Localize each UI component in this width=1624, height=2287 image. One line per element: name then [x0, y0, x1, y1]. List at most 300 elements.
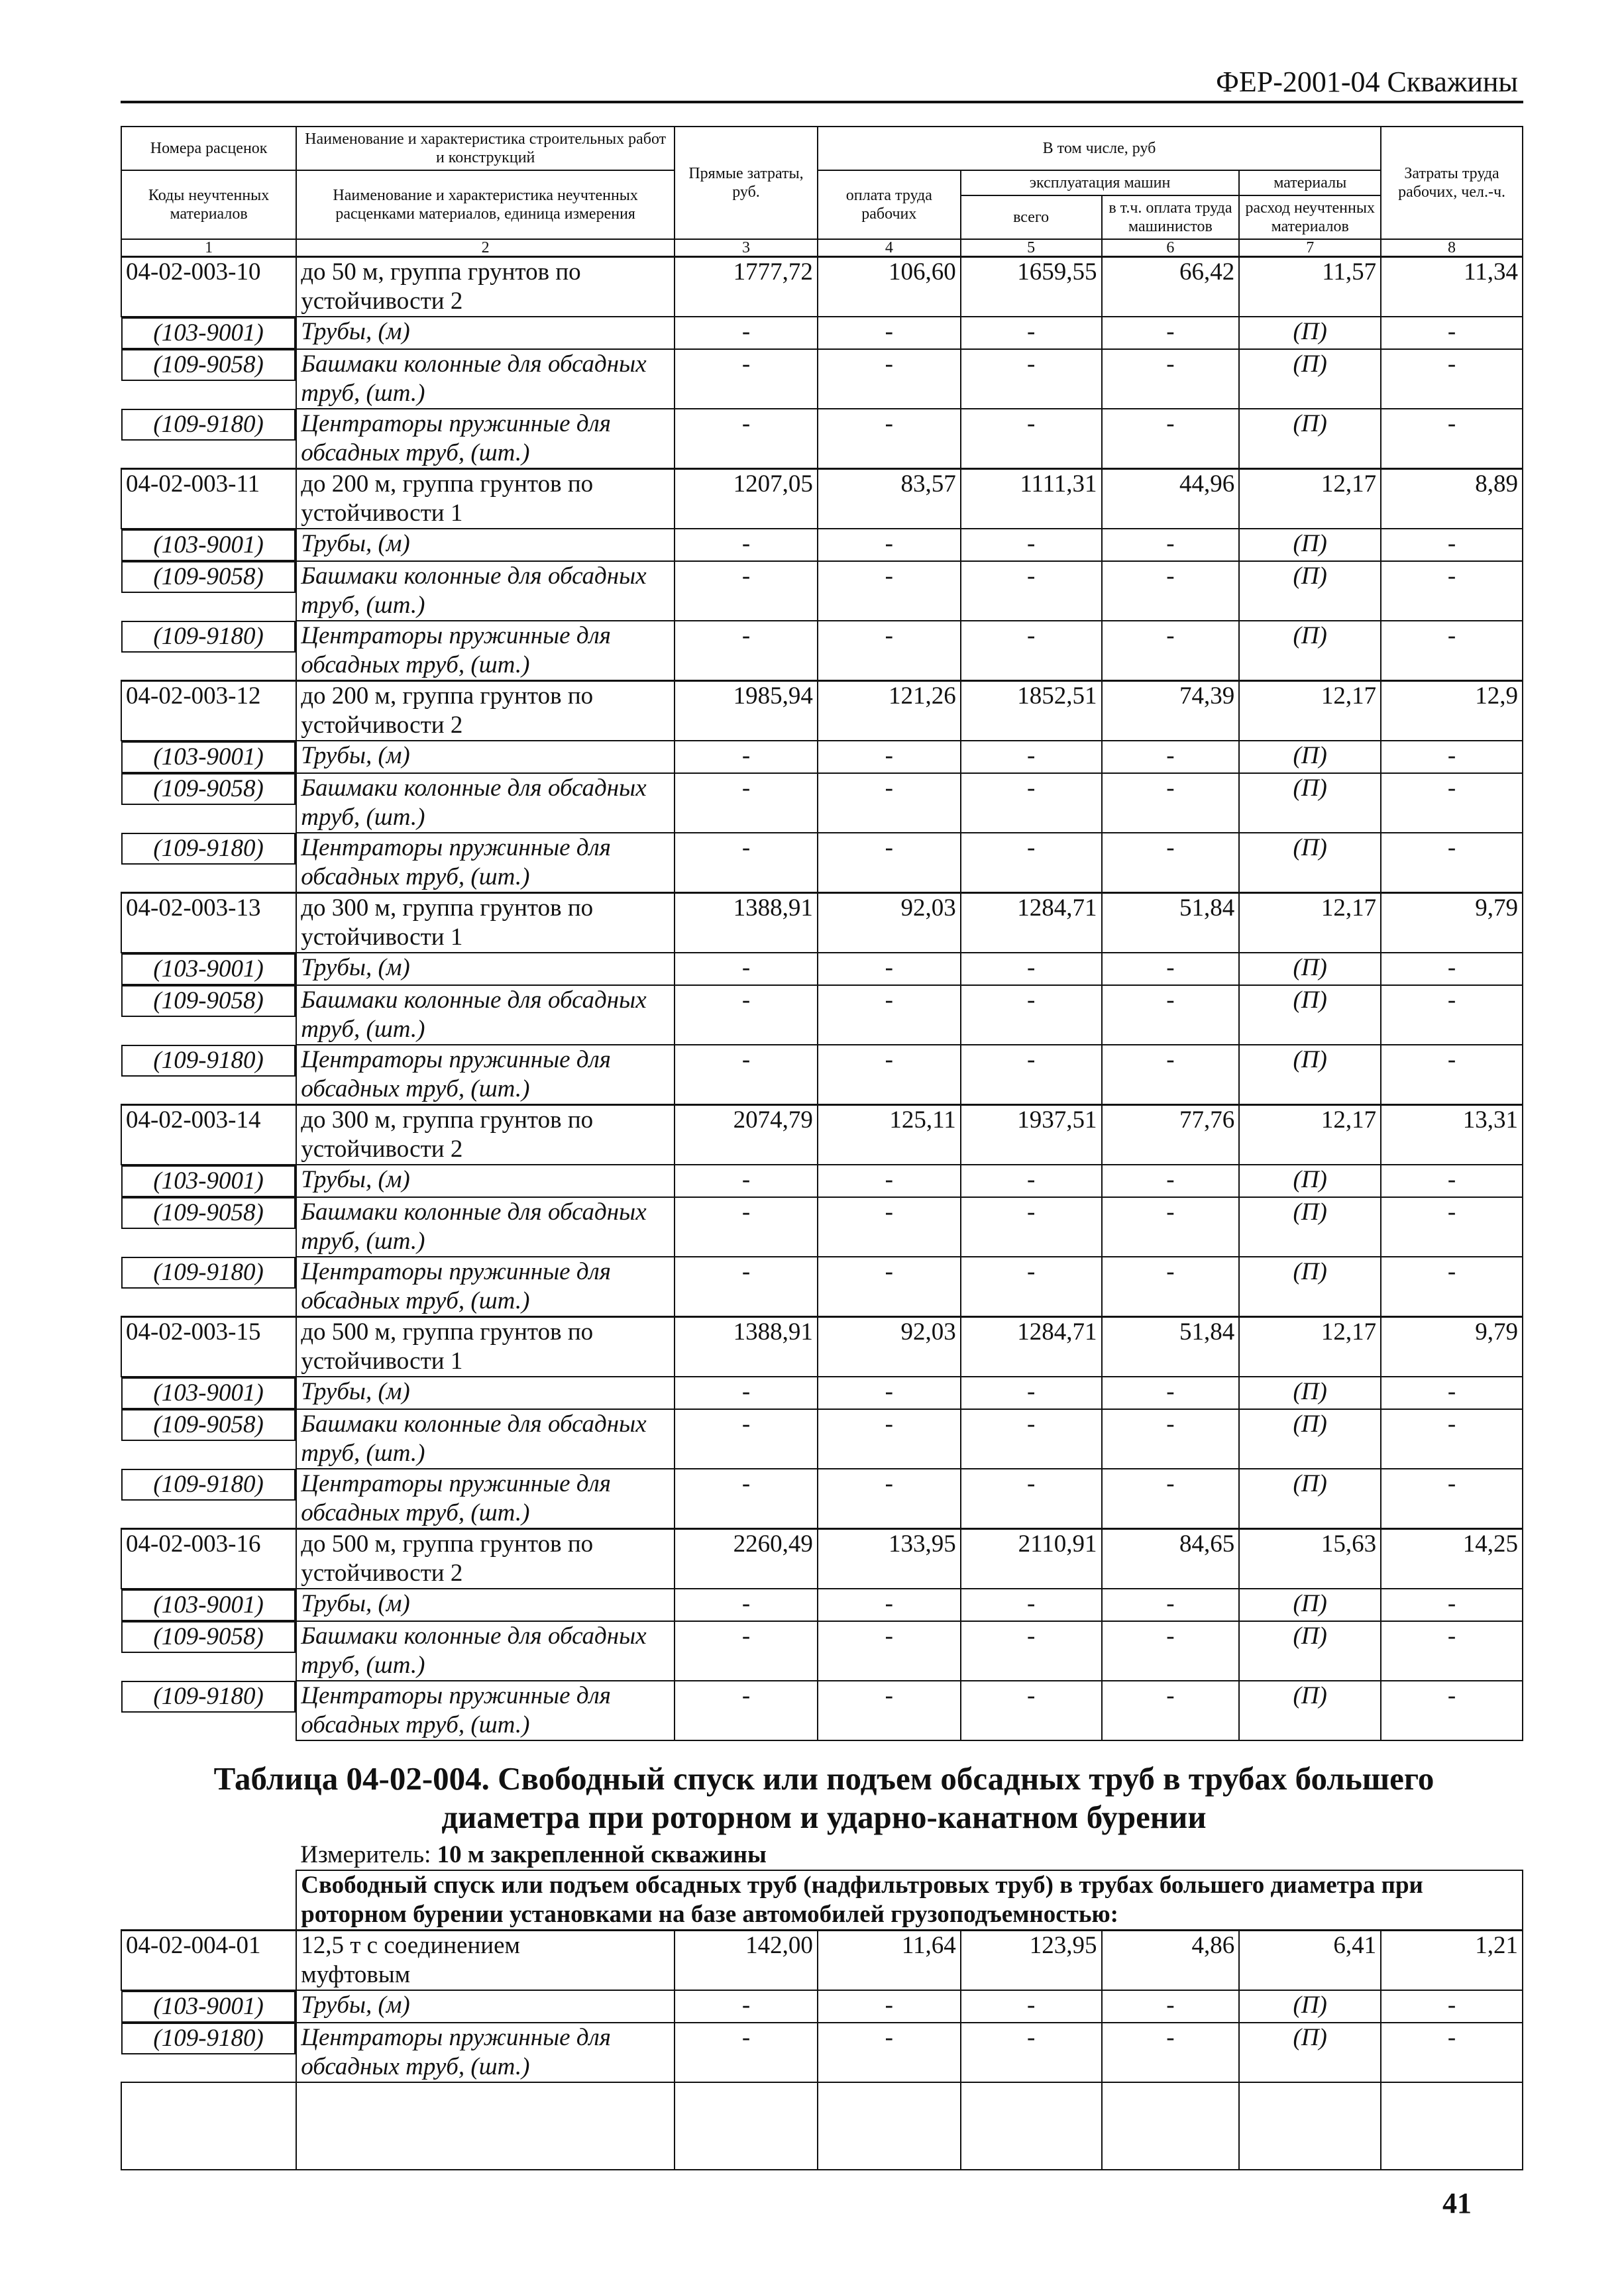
material-mark: (П): [1239, 621, 1381, 681]
empty-value: -: [1381, 317, 1523, 349]
empty-value: -: [818, 409, 961, 469]
rate-description: [296, 893, 675, 953]
value-materials: 11,57: [1239, 257, 1381, 317]
empty-value: -: [1102, 409, 1240, 469]
material-name: [296, 1621, 675, 1681]
rate-description: [296, 1105, 675, 1165]
empty-value: -: [675, 317, 818, 349]
material-row: [121, 741, 1523, 773]
empty-value: -: [1102, 1589, 1240, 1621]
value-direct: 1388,91: [675, 1317, 818, 1377]
value-direct: 1207,05: [675, 469, 818, 529]
material-code: (109-9058): [121, 349, 296, 381]
empty-value: -: [1102, 621, 1240, 681]
description-line: до 50 м, группа грунтов по: [301, 258, 581, 286]
empty-value: -: [818, 1257, 961, 1317]
material-name-line: обсадных труб, (шт.): [301, 1711, 530, 1738]
material-name-line: обсадных труб, (шт.): [301, 1499, 530, 1526]
material-row: [121, 529, 1523, 561]
material-name-line: Трубы, (м): [301, 954, 410, 981]
empty-value: -: [1102, 1257, 1240, 1317]
rate-description: [296, 1931, 675, 1991]
table-row: [121, 257, 1523, 317]
empty-value: -: [961, 1469, 1102, 1529]
material-name: [296, 1990, 675, 2023]
value-hours: 13,31: [1381, 1105, 1523, 1165]
value-machines: 1937,51: [961, 1105, 1102, 1165]
header-c2-top: Наименование и характеристика строительных работ и конструкций: [296, 127, 675, 170]
empty-value: -: [1102, 1990, 1240, 2023]
material-name-line: обсадных труб, (шт.): [301, 1287, 530, 1314]
material-code: (109-9058): [121, 985, 296, 1017]
empty-value: -: [1381, 1377, 1523, 1409]
material-row: [121, 773, 1523, 833]
value-operators: 44,96: [1102, 469, 1240, 529]
empty-value: -: [675, 2023, 818, 2082]
empty-value: -: [818, 1990, 961, 2023]
material-name-line: Башмаки колонные для обсадных: [301, 1198, 647, 1226]
empty-value: -: [675, 621, 818, 681]
material-code: (109-9058): [121, 1197, 296, 1229]
material-row: [121, 833, 1523, 893]
material-name-line: Трубы, (м): [301, 1992, 410, 2019]
value-hours: 14,25: [1381, 1529, 1523, 1589]
value-operators: 51,84: [1102, 893, 1240, 953]
material-name: [296, 2023, 675, 2082]
value-labor: 125,11: [818, 1105, 961, 1165]
rate-code: 04-02-003-12: [121, 681, 296, 741]
section-title-line1: Таблица 04-02-004. Свободный спуск или подъем обсадных труб в трубах большего: [213, 1760, 1435, 1797]
empty-value: -: [1102, 773, 1240, 833]
material-mark: (П): [1239, 317, 1381, 349]
empty-value: -: [961, 409, 1102, 469]
material-name-line: обсадных труб, (шт.): [301, 651, 530, 678]
empty-value: -: [675, 409, 818, 469]
value-labor: 92,03: [818, 893, 961, 953]
value-materials: 12,17: [1239, 681, 1381, 741]
header-materials-usage: расход неучтенных материалов: [1239, 195, 1381, 239]
empty-value: -: [818, 1589, 961, 1621]
description-line: до 500 м, группа грунтов по: [301, 1318, 594, 1346]
section-title-line2: диаметра при роторном и ударно-канатном бурении: [441, 1799, 1207, 1835]
empty-value: -: [675, 529, 818, 561]
page-header-title: ФЕР-2001-04 Скважины: [1216, 66, 1518, 98]
material-row: [121, 1681, 1523, 1740]
rate-code: 04-02-003-13: [121, 893, 296, 953]
empty-value: -: [675, 1621, 818, 1681]
material-mark: (П): [1239, 1377, 1381, 1409]
material-name-line: обсадных труб, (шт.): [301, 439, 530, 466]
material-mark: (П): [1239, 833, 1381, 893]
material-row: [121, 1377, 1523, 1409]
material-name: [296, 1165, 675, 1197]
material-row: [121, 1257, 1523, 1317]
material-name-line: Башмаки колонные для обсадных: [301, 562, 647, 590]
description-line: устойчивости 1: [301, 1348, 463, 1375]
material-code: (109-9058): [121, 1621, 296, 1653]
spacer-row: [121, 2082, 1523, 2170]
value-direct: 2074,79: [675, 1105, 818, 1165]
section-004: [121, 1740, 1523, 1931]
empty-value: -: [1381, 409, 1523, 469]
value-direct: 1985,94: [675, 681, 818, 741]
material-name-line: Трубы, (м): [301, 1590, 410, 1617]
description-line: до 500 м, группа грунтов по: [301, 1530, 594, 1558]
description-line: устойчивости 2: [301, 1560, 463, 1587]
material-code: (109-9180): [121, 2023, 296, 2054]
empty-value: -: [818, 1045, 961, 1105]
empty-value: -: [675, 1165, 818, 1197]
empty-value: -: [1102, 1197, 1240, 1257]
table-row: [121, 893, 1523, 953]
material-row: [121, 1589, 1523, 1621]
empty-value: -: [961, 349, 1102, 409]
column-number: 3: [675, 239, 818, 257]
empty-value: -: [1381, 561, 1523, 621]
empty-value: -: [961, 833, 1102, 893]
material-code: (103-9001): [121, 1991, 296, 2023]
empty-value: -: [818, 741, 961, 773]
empty-value: -: [961, 317, 1102, 349]
material-row: [121, 349, 1523, 409]
column-numbers-row: [121, 239, 1523, 257]
empty-value: -: [961, 1045, 1102, 1105]
value-direct: 1388,91: [675, 893, 818, 953]
measure-value: 10 м закрепленной скважины: [437, 1841, 767, 1868]
empty-value: -: [1381, 349, 1523, 409]
value-materials: 12,17: [1239, 1105, 1381, 1165]
table-body: [121, 257, 1523, 1741]
header-operators-pay: в т.ч. оплата труда машинистов: [1102, 195, 1240, 239]
material-row: [121, 1409, 1523, 1469]
rate-code: 04-02-003-15: [121, 1317, 296, 1377]
empty-value: -: [675, 953, 818, 985]
material-name-line: Башмаки колонные для обсадных: [301, 774, 647, 802]
material-name: [296, 561, 675, 621]
material-name-line: Центраторы пружинные для: [301, 622, 611, 649]
material-code: (109-9180): [121, 1257, 296, 1289]
material-row: [121, 953, 1523, 985]
empty-value: -: [1102, 561, 1240, 621]
value-labor: 11,64: [818, 1931, 961, 1991]
material-name-line: Центраторы пружинные для: [301, 1682, 611, 1709]
material-name-line: Центраторы пружинные для: [301, 1258, 611, 1285]
empty-cell: [1102, 2082, 1240, 2170]
empty-value: -: [1381, 1990, 1523, 2023]
value-hours: 8,89: [1381, 469, 1523, 529]
description-line: устойчивости 2: [301, 288, 463, 315]
material-mark: (П): [1239, 953, 1381, 985]
description-line: муфтовым: [301, 1961, 411, 1988]
rate-code: 04-02-004-01: [121, 1931, 296, 1991]
empty-value: -: [961, 2023, 1102, 2082]
material-name-line: Башмаки колонные для обсадных: [301, 1410, 647, 1438]
material-name-line: Трубы, (м): [301, 1166, 410, 1193]
empty-value: -: [1381, 773, 1523, 833]
description-line: до 200 м, группа грунтов по: [301, 470, 594, 498]
material-name: [296, 741, 675, 773]
rate-description: [296, 257, 675, 317]
empty-value: -: [961, 773, 1102, 833]
empty-value: -: [1102, 985, 1240, 1045]
material-name: [296, 1257, 675, 1317]
empty-value: -: [961, 985, 1102, 1045]
empty-value: -: [961, 953, 1102, 985]
empty-value: -: [1102, 741, 1240, 773]
material-name-line: обсадных труб, (шт.): [301, 863, 530, 890]
material-name-line: Башмаки колонные для обсадных: [301, 1622, 647, 1650]
value-machines: 1284,71: [961, 893, 1102, 953]
value-machines: 123,95: [961, 1931, 1102, 1991]
material-row: [121, 409, 1523, 469]
empty-value: -: [961, 1197, 1102, 1257]
empty-value: -: [1381, 1165, 1523, 1197]
empty-value: -: [961, 529, 1102, 561]
empty-value: -: [675, 741, 818, 773]
header-c1-bottom: Коды неучтенных материалов: [121, 170, 296, 239]
value-hours: 11,34: [1381, 257, 1523, 317]
material-row: [121, 621, 1523, 681]
material-mark: (П): [1239, 1409, 1381, 1469]
material-code: (103-9001): [121, 1377, 296, 1409]
empty-value: -: [675, 561, 818, 621]
table-row: [121, 1105, 1523, 1165]
rate-description: [296, 1529, 675, 1589]
material-mark: (П): [1239, 1165, 1381, 1197]
material-name: [296, 1681, 675, 1740]
material-mark: (П): [1239, 741, 1381, 773]
empty-value: -: [1102, 953, 1240, 985]
material-mark: (П): [1239, 1990, 1381, 2023]
table-row: [121, 1529, 1523, 1589]
empty-value: -: [1381, 621, 1523, 681]
material-code: (103-9001): [121, 953, 296, 985]
empty-value: -: [818, 561, 961, 621]
empty-value: -: [675, 833, 818, 893]
empty-value: -: [1381, 1621, 1523, 1681]
empty-value: -: [1102, 1469, 1240, 1529]
empty-value: -: [1381, 1469, 1523, 1529]
table-header: [121, 127, 1523, 257]
header-machines-total: всего: [961, 195, 1102, 239]
description-line: до 300 м, группа грунтов по: [301, 894, 594, 922]
empty-value: -: [1102, 833, 1240, 893]
empty-cell: [818, 2082, 961, 2170]
description-line: устойчивости 2: [301, 1136, 463, 1163]
value-machines: 1284,71: [961, 1317, 1102, 1377]
empty-value: -: [818, 317, 961, 349]
value-operators: 77,76: [1102, 1105, 1240, 1165]
value-machines: 1659,55: [961, 257, 1102, 317]
material-name: [296, 773, 675, 833]
material-name-line: Башмаки колонные для обсадных: [301, 986, 647, 1014]
empty-cell: [1381, 2082, 1523, 2170]
material-code: (109-9180): [121, 621, 296, 653]
material-name: [296, 1469, 675, 1529]
material-name-line: Трубы, (м): [301, 530, 410, 557]
empty-value: -: [961, 1257, 1102, 1317]
description-line: устойчивости 2: [301, 712, 463, 739]
value-operators: 51,84: [1102, 1317, 1240, 1377]
material-name: [296, 317, 675, 349]
value-materials: 12,17: [1239, 1317, 1381, 1377]
empty-value: -: [1102, 1621, 1240, 1681]
rate-description: [296, 681, 675, 741]
material-mark: (П): [1239, 1045, 1381, 1105]
material-mark: (П): [1239, 409, 1381, 469]
description-line: устойчивости 1: [301, 500, 463, 527]
section-measure: [296, 1840, 1523, 1870]
empty-value: -: [1102, 2023, 1240, 2082]
description-line: устойчивости 1: [301, 924, 463, 951]
rate-code: 04-02-003-10: [121, 257, 296, 317]
header-rule: [121, 101, 1523, 103]
value-materials: 12,17: [1239, 893, 1381, 953]
material-name-line: труб, (шт.): [301, 1440, 425, 1467]
empty-value: -: [818, 1197, 961, 1257]
material-name-line: труб, (шт.): [301, 1016, 425, 1043]
empty-cell: [296, 2082, 675, 2170]
empty-cell: [1239, 2082, 1381, 2170]
empty-value: -: [961, 741, 1102, 773]
description-line: до 200 м, группа грунтов по: [301, 682, 594, 710]
empty-value: -: [675, 1045, 818, 1105]
column-number: 1: [121, 239, 296, 257]
empty-value: -: [1381, 1681, 1523, 1740]
value-operators: 84,65: [1102, 1529, 1240, 1589]
material-mark: (П): [1239, 773, 1381, 833]
empty-cell: [675, 2082, 818, 2170]
value-labor: 133,95: [818, 1529, 961, 1589]
empty-value: -: [1381, 529, 1523, 561]
material-mark: (П): [1239, 1197, 1381, 1257]
value-direct: 142,00: [675, 1931, 818, 1991]
rate-description: [296, 469, 675, 529]
empty-value: -: [1102, 529, 1240, 561]
header-direct-costs: Прямые затраты, руб.: [675, 127, 818, 239]
material-name: [296, 1409, 675, 1469]
value-direct: 1777,72: [675, 257, 818, 317]
header-c2-bottom: Наименование и характеристика неучтенных расценками материалов, единица измерения: [296, 170, 675, 239]
material-row: [121, 561, 1523, 621]
material-name-line: Трубы, (м): [301, 742, 410, 769]
empty-value: -: [1381, 2023, 1523, 2082]
material-name: [296, 833, 675, 893]
material-name: [296, 1197, 675, 1257]
empty-value: -: [1102, 1409, 1240, 1469]
empty-value: -: [675, 1469, 818, 1529]
value-machines: 1852,51: [961, 681, 1102, 741]
empty-value: -: [1381, 1409, 1523, 1469]
material-name-line: Центраторы пружинные для: [301, 1470, 611, 1497]
material-mark: (П): [1239, 1621, 1381, 1681]
empty-value: -: [818, 349, 961, 409]
material-name: [296, 409, 675, 469]
empty-value: -: [818, 529, 961, 561]
material-name: [296, 621, 675, 681]
empty-value: -: [1381, 833, 1523, 893]
empty-value: -: [818, 1681, 961, 1740]
material-code: (103-9001): [121, 317, 296, 349]
value-operators: 4,86: [1102, 1931, 1240, 1991]
material-code: (109-9058): [121, 561, 296, 593]
empty-value: -: [818, 773, 961, 833]
empty-value: -: [675, 1589, 818, 1621]
value-materials: 6,41: [1239, 1931, 1381, 1991]
material-name: [296, 529, 675, 561]
material-code: (109-9058): [121, 773, 296, 805]
empty-value: -: [1102, 1045, 1240, 1105]
empty-value: -: [675, 349, 818, 409]
rate-description: [296, 1317, 675, 1377]
empty-value: -: [818, 1377, 961, 1409]
material-row: [121, 985, 1523, 1045]
material-mark: (П): [1239, 561, 1381, 621]
empty-value: -: [1102, 1165, 1240, 1197]
column-number: 7: [1239, 239, 1381, 257]
material-name-line: Центраторы пружинные для: [301, 2024, 611, 2051]
price-table: [121, 126, 1523, 2170]
material-mark: (П): [1239, 529, 1381, 561]
material-row: [121, 1469, 1523, 1529]
empty-value: -: [675, 1197, 818, 1257]
empty-value: -: [961, 1681, 1102, 1740]
empty-value: -: [818, 953, 961, 985]
empty-value: -: [1381, 985, 1523, 1045]
material-row: [121, 1621, 1523, 1681]
section-subtitle: Свободный спуск или подъем обсадных труб (надфильтровых труб) в трубах большего диаметра при роторном бурении установками на базе автомобилей грузоподъемностью:: [296, 1870, 1523, 1931]
empty-value: -: [818, 1409, 961, 1469]
value-hours: 9,79: [1381, 1317, 1523, 1377]
empty-value: -: [1381, 1257, 1523, 1317]
rate-code: 04-02-003-16: [121, 1529, 296, 1589]
material-code: (109-9180): [121, 833, 296, 865]
empty-value: -: [1381, 953, 1523, 985]
material-name-line: Центраторы пружинные для: [301, 834, 611, 861]
column-number: 6: [1102, 239, 1240, 257]
material-mark: (П): [1239, 1469, 1381, 1529]
value-hours: 12,9: [1381, 681, 1523, 741]
empty-value: -: [1102, 349, 1240, 409]
empty-value: -: [818, 1469, 961, 1529]
material-name-line: Трубы, (м): [301, 318, 410, 345]
material-row: [121, 1165, 1523, 1197]
page-number: 41: [1442, 2187, 1472, 2219]
material-mark: (П): [1239, 985, 1381, 1045]
empty-cell: [961, 2082, 1102, 2170]
header-materials: материалы: [1239, 170, 1381, 195]
empty-value: -: [961, 1377, 1102, 1409]
material-mark: (П): [1239, 1589, 1381, 1621]
empty-value: -: [961, 621, 1102, 681]
material-code: (109-9180): [121, 1045, 296, 1077]
table-row: [121, 681, 1523, 741]
empty-value: -: [961, 1621, 1102, 1681]
material-row: [121, 1197, 1523, 1257]
empty-value: -: [1381, 1045, 1523, 1105]
material-mark: (П): [1239, 1681, 1381, 1740]
empty-value: -: [818, 2023, 961, 2082]
value-hours: 1,21: [1381, 1931, 1523, 1991]
empty-value: -: [1381, 1589, 1523, 1621]
value-labor: 83,57: [818, 469, 961, 529]
material-name-line: труб, (шт.): [301, 1652, 425, 1679]
header-c1-top: Номера расценок: [121, 127, 296, 170]
empty-value: -: [961, 1165, 1102, 1197]
material-row: [121, 317, 1523, 349]
column-number: 2: [296, 239, 675, 257]
material-code: (103-9001): [121, 1165, 296, 1197]
